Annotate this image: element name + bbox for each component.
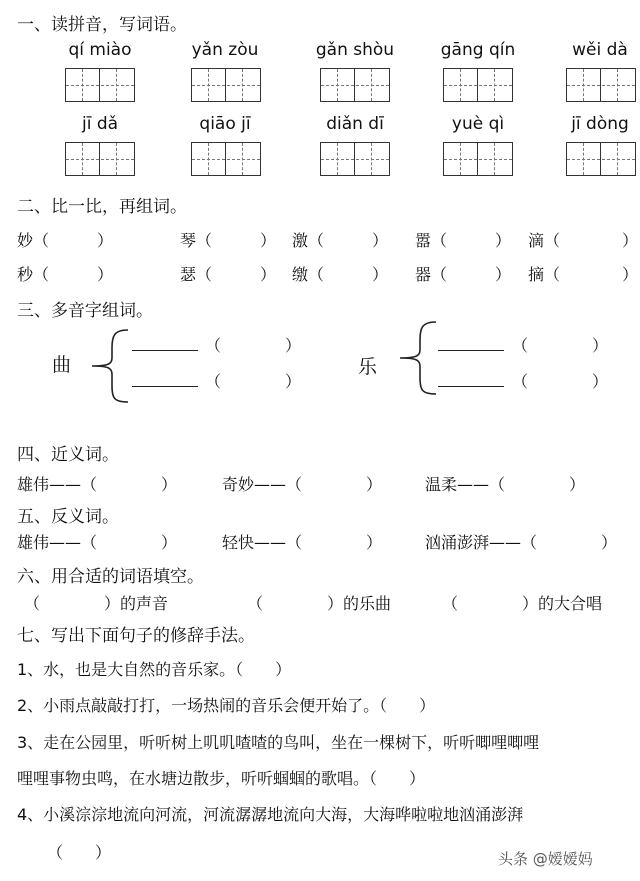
writing-grid[interactable] (566, 68, 636, 102)
pinyin-label: wěi dà (572, 40, 628, 60)
pinyin-label: gāng qín (440, 40, 516, 60)
answer-blank[interactable] (438, 350, 504, 351)
section-1-title: 一、读拼音，写词语。 (17, 15, 187, 35)
brace-icon (88, 328, 132, 404)
section-7-title: 七、写出下面句子的修辞手法。 (17, 626, 255, 646)
writing-grid[interactable] (65, 142, 135, 176)
question-4-line-2: （ ） (47, 843, 112, 862)
brace-icon (396, 320, 440, 396)
word-pair: 器（ ） (415, 265, 512, 284)
synonym-item: 温柔——（ ） (425, 475, 586, 494)
word-pair: 瑟（ ） (180, 265, 277, 284)
writing-grid[interactable] (443, 68, 513, 102)
section-2-title: 二、比一比，再组词。 (17, 197, 187, 217)
writing-grid[interactable] (320, 68, 390, 102)
antonym-item: 汹涌澎湃——（ ） (425, 533, 618, 552)
question-4-line-1: 4、小溪淙淙地流向河流，河流潺潺地流向大海，大海哗啦啦地汹涌澎湃 (17, 805, 524, 824)
writing-grid[interactable] (443, 142, 513, 176)
pinyin-label: jī dòng (571, 114, 629, 134)
synonym-item: 奇妙——（ ） (222, 475, 383, 494)
section-5-title: 五、反义词。 (17, 507, 119, 527)
word-pair: 激（ ） (292, 231, 389, 250)
answer-blank[interactable] (132, 350, 198, 351)
writing-grid[interactable] (191, 68, 261, 102)
synonym-item: 雄伟——（ ） (17, 475, 178, 494)
word-pair: 缴（ ） (292, 265, 389, 284)
writing-grid[interactable] (566, 142, 636, 176)
fill-item: （ ）的乐曲 (247, 594, 392, 613)
writing-grid[interactable] (320, 142, 390, 176)
paren-close: ） (622, 231, 639, 250)
question-1: 1、水，也是大自然的音乐家。（ ） (17, 660, 292, 679)
paren-blank: （ ） (205, 336, 302, 355)
pinyin-label: qí miào (68, 40, 132, 60)
section-6-title: 六、用合适的词语填空。 (17, 567, 204, 587)
word-pair: 琴（ ） (180, 231, 277, 250)
answer-blank[interactable] (438, 386, 504, 387)
question-2: 2、小雨点敲敲打打，一场热闹的音乐会便开始了。（ ） (17, 696, 436, 715)
writing-grid[interactable] (65, 68, 135, 102)
section-3-title: 三、多音字组词。 (17, 301, 153, 321)
antonym-item: 雄伟——（ ） (17, 533, 178, 552)
word-pair: 秒（ ） (17, 265, 114, 284)
answer-blank[interactable] (132, 386, 198, 387)
writing-grid[interactable] (191, 142, 261, 176)
section-4-title: 四、近义词。 (17, 445, 119, 465)
pinyin-label: jī dǎ (81, 114, 119, 134)
paren-blank: （ ） (205, 372, 302, 391)
pinyin-label: yuè qì (451, 114, 505, 134)
question-3-line-1: 3、走在公园里，听听树上叽叽喳喳的鸟叫，坐在一棵树下，听听唧哩唧哩 (17, 733, 540, 752)
pinyin-label: diǎn dī (326, 114, 384, 134)
word-pair: 滴（ (528, 231, 561, 250)
antonym-item: 轻快——（ ） (222, 533, 383, 552)
question-3-line-2: 哩哩事物虫鸣，在水塘边散步，听听蝈蝈的歌唱。（ ） (17, 769, 426, 788)
paren-close: ） (622, 265, 639, 284)
fill-item: （ ）的大合唱 (442, 594, 603, 613)
pinyin-label: gǎn shòu (315, 40, 395, 60)
fill-item: （ ）的声音 (24, 594, 169, 613)
paren-blank: （ ） (512, 372, 609, 391)
paren-blank: （ ） (512, 336, 609, 355)
pinyin-label: yǎn zòu (191, 40, 259, 60)
word-pair: 嚣（ ） (415, 231, 512, 250)
word-pair: 妙（ ） (17, 231, 114, 250)
polyphone-char: 曲 (52, 354, 72, 376)
polyphone-char: 乐 (358, 356, 378, 378)
word-pair: 摘（ (528, 265, 561, 284)
watermark: 头条 @嫒嫒妈 (498, 850, 593, 868)
pinyin-label: qiāo jī (199, 114, 251, 134)
